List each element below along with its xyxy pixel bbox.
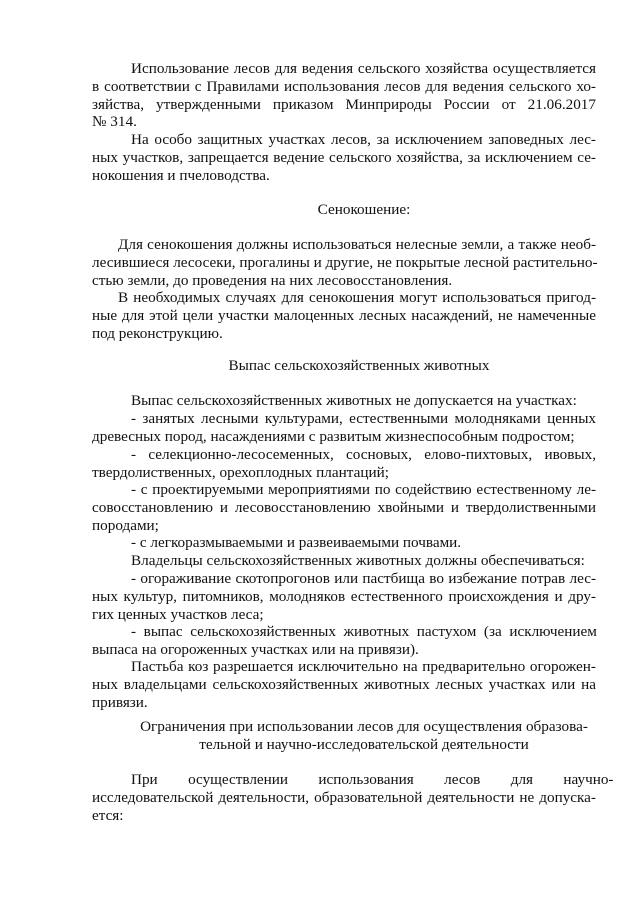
text-line: стью земли, до проведения на них лесовосстановления. [92, 271, 453, 289]
text-line: совосстановлению и лесовосстановлению хвойными и твердолиственными [92, 498, 596, 516]
text-line: № 314. [92, 113, 137, 131]
section-heading: Выпас сельскохозяйственных животных [228, 357, 490, 374]
text-line: ных культур, питомников, молодняков естественного происхождения и дру- [92, 587, 596, 605]
list-item [92, 570, 596, 623]
text-line: - с легкоразмываемыми и развеиваемыми почвами. [131, 534, 462, 551]
text-line: ных владельцами сельскохозяйственных животных лесных участках или на [92, 675, 596, 693]
list-item [92, 446, 596, 482]
text-line: Пастьба коз разрешается исключительно на предварительно огорожен- [131, 658, 596, 675]
text-line: При осуществлении использования лесов для научно- [131, 771, 614, 788]
text-line: выпаса на огороженных участках или на привязи). [92, 640, 419, 658]
text-line: На особо защитных участках лесов, за исключением заповедных лес- [131, 131, 596, 148]
text-line: ные для этой цели участки малоценных лесных насаждений, не намеченные [92, 306, 596, 324]
section-heading: тельной и научно-исследовательской деятельности [199, 735, 529, 753]
list-item [92, 623, 596, 659]
text-line: Выпас сельскохозяйственных животных не допускается на участках: [131, 392, 577, 409]
owners-intro [92, 552, 596, 570]
text-line: древесных пород, насаждениями с развитым жизнеспособным подростом; [92, 427, 575, 445]
intro-paragraph-1 [92, 60, 596, 131]
grazing-intro [92, 392, 596, 410]
text-line: В необходимых случаях для сенокошения могут использоваться пригод- [118, 289, 596, 306]
text-line: ется: [92, 806, 124, 824]
haymaking-heading [92, 201, 596, 219]
text-line: под реконструкцию. [92, 324, 223, 342]
text-line: лесившиеся лесосеки, прогалины и другие, не покрытые лесной растительно- [92, 253, 598, 271]
text-line: ных участков, запрещается ведение сельского хозяйства, за исключением се- [92, 148, 596, 166]
grazing-heading [92, 357, 596, 375]
research-paragraph [92, 771, 614, 824]
list-item [92, 410, 596, 446]
text-line: Для сенокошения должны использоваться нелесные земли, а также необ- [118, 236, 596, 253]
text-line: Использование лесов для ведения сельского хозяйства осуществляется [131, 60, 596, 77]
text-line: твердолиственных, орехоплодных плантаций; [92, 463, 389, 481]
text-line: - селекционно-лесосеменных, сосновых, елово-пихтовых, ивовых, [131, 446, 596, 463]
text-line: гих ценных участков леса; [92, 605, 264, 623]
intro-paragraph-2 [92, 131, 596, 184]
text-line: нокошения и пчеловодства. [92, 166, 270, 184]
text-line: зяйства, утвержденными приказом Минприроды России от 21.06.2017 [92, 95, 596, 113]
goats-paragraph [92, 658, 596, 711]
section-heading: Сенокошение: [317, 201, 411, 218]
text-line: в соответствии с Правилами использования лесов для ведения сельского хо- [92, 77, 596, 95]
text-line: исследовательской деятельности, образовательной деятельности не допуска- [92, 788, 596, 806]
research-heading [92, 718, 596, 754]
haymaking-paragraph-2 [92, 289, 596, 342]
text-line: - занятых лесными культурами, естественными молодняками ценных [131, 410, 596, 427]
haymaking-paragraph-1 [92, 236, 596, 289]
text-line: привязи. [92, 693, 148, 711]
list-item [92, 534, 596, 552]
text-line: - с проектируемыми мероприятиями по содействию естественному ле- [131, 481, 596, 498]
text-line: породами; [92, 516, 159, 534]
text-line: - выпас сельскохозяйственных животных пастухом (за исключением [131, 623, 597, 640]
text-line: - огораживание скотопрогонов или пастбища во избежание потрав лес- [131, 570, 596, 587]
section-heading: Ограничения при использовании лесов для осуществления образова- [140, 718, 588, 735]
text-line: Владельцы сельскохозяйственных животных должны обеспечиваться: [131, 552, 585, 569]
list-item [92, 481, 596, 534]
